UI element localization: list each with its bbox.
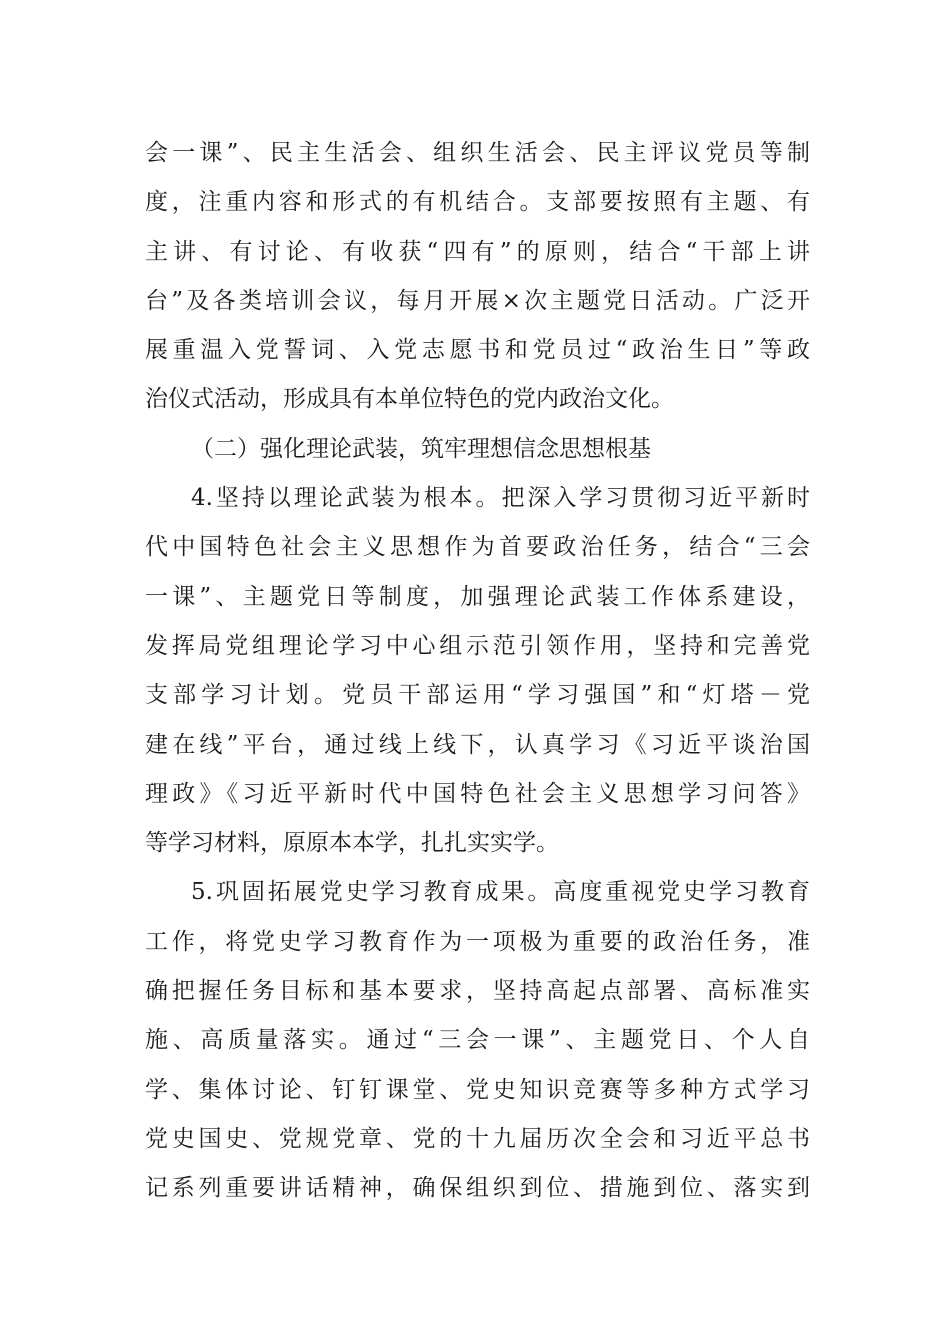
text-line: 5.巩固拓展党史学习教育成果。高度重视党史学习教育 [191,879,810,906]
text-line: 代中国特色社会主义思想作为首要政治任务，结合“三会 [145,534,810,561]
paragraph-theory-armament [145,474,810,868]
document-body [145,129,810,1214]
text-line: 4.坚持以理论武装为根本。把深入学习贯彻习近平新时 [191,485,810,512]
text-line: 支部学习计划。党员干部运用“学习强国”和“灯塔－党 [145,682,810,709]
text-line: 台”及各类培训会议，每月开展×次主题党日活动。广泛开 [145,287,810,314]
text-line: 理政》《习近平新时代中国特色社会主义思想学习问答》 [145,780,810,807]
text-line: 施、高质量落实。通过“三会一课”、主题党日、个人自 [145,1027,810,1054]
text-line: 党史国史、党规党章、党的十九届历次全会和习近平总书 [145,1125,810,1152]
text-line: 主讲、有讨论、有收获“四有”的原则，结合“干部上讲 [145,238,810,265]
text-line: 建在线”平台，通过线上线下，认真学习《习近平谈治国 [145,731,810,758]
text-line: 发挥局党组理论学习中心组示范引领作用，坚持和完善党 [145,632,810,659]
text-line: 治仪式活动，形成具有本单位特色的党内政治文化。 [145,386,674,413]
text-line: 学、集体讨论、钉钉课堂、党史知识竞赛等多种方式学习 [145,1076,810,1103]
text-line: 记系列重要讲话精神，确保组织到位、措施到位、落实到 [145,1175,810,1202]
paragraph-meeting-system [145,129,810,425]
text-line: 工作，将党史学习教育作为一项极为重要的政治任务，准 [145,928,810,955]
text-line: 一课”、主题党日等制度，加强理论武装工作体系建设， [145,583,810,610]
paragraph-party-history [145,868,810,1213]
text-line: 确把握任务目标和基本要求，坚持高起点部署、高标准实 [145,978,810,1005]
text-line: 度，注重内容和形式的有机结合。支部要按照有主题、有 [145,189,810,216]
text-line: 展重温入党誓词、入党志愿书和党员过“政治生日”等政 [145,337,810,364]
text-line: 等学习材料，原原本本学，扎扎实实学。 [145,830,559,857]
text-line: 会一课”、民主生活会、组织生活会、民主评议党员等制 [145,140,810,166]
section-heading: （二）强化理论武装，筑牢理想信念思想根基 [191,435,651,462]
